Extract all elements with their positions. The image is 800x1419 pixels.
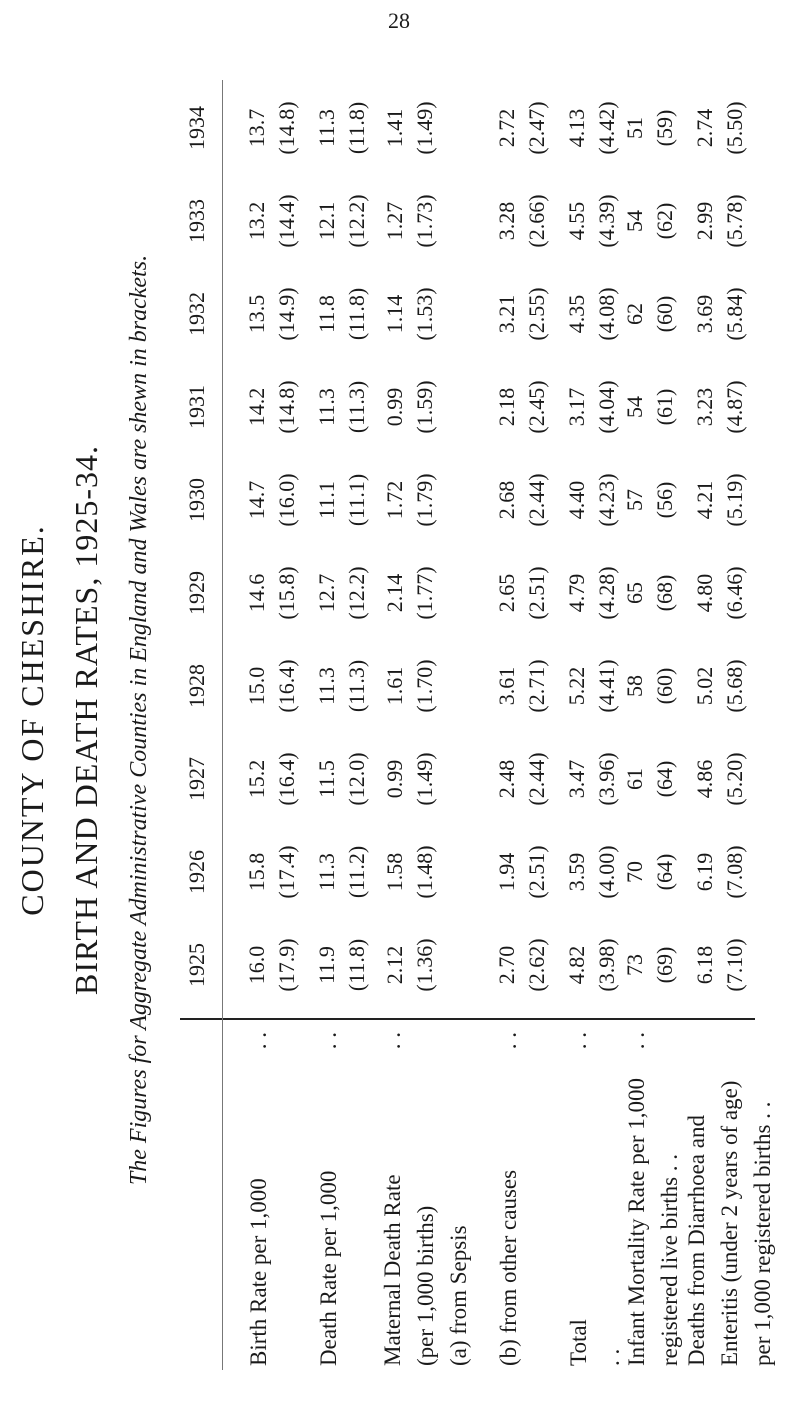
- table-cell: [562, 274, 622, 354]
- aggregate-value: (1.49): [412, 101, 437, 155]
- county-value: 3.17: [564, 387, 589, 427]
- county-value: 6.19: [692, 852, 717, 892]
- aggregate-value: (11.8): [344, 938, 369, 992]
- table-cell: [380, 460, 440, 540]
- table-cell: [380, 367, 440, 447]
- county-value: 1.58: [382, 852, 407, 892]
- row-label: [562, 1026, 628, 1366]
- aggregate-value: (14.9): [274, 287, 299, 341]
- aggregate-value: (4.04): [594, 380, 619, 434]
- aggregate-value: (1.48): [412, 845, 437, 899]
- table-cell: [690, 925, 750, 1005]
- table-cell: [620, 274, 680, 354]
- county-value: 1.14: [382, 294, 407, 334]
- leader-dots: . .: [566, 1032, 591, 1050]
- document-subtitle: BIRTH AND DEATH RATES, 1925-34.: [68, 445, 104, 995]
- aggregate-value: (3.96): [594, 752, 619, 806]
- header-rule: [222, 80, 223, 1370]
- aggregate-value: (64): [652, 853, 677, 891]
- row-label-line: Infant Mortality Rate per 1,000: [624, 1077, 649, 1366]
- county-value: 4.40: [564, 480, 589, 520]
- leader-dots: . .: [496, 1032, 521, 1050]
- aggregate-value: (2.44): [524, 473, 549, 527]
- row-label-line: (per 1,000 births): [413, 1205, 438, 1366]
- county-value: 1.72: [382, 480, 407, 520]
- table-cell: [690, 181, 750, 261]
- table-cell: [492, 925, 552, 1005]
- row-label-line: Enteritis (under 2 years of age): [717, 1080, 742, 1366]
- year-header-1934: 1934: [184, 106, 209, 150]
- county-value: 73: [622, 954, 647, 976]
- county-value: 58: [622, 675, 647, 697]
- aggregate-value: (12.0): [344, 752, 369, 806]
- county-value: 70: [622, 861, 647, 883]
- aggregate-value: (16.4): [274, 659, 299, 713]
- county-value: 11.1: [314, 481, 339, 519]
- aggregate-value: (1.53): [412, 287, 437, 341]
- aggregate-value: (1.36): [412, 938, 437, 992]
- county-value: 3.28: [494, 201, 519, 241]
- table-cell: [562, 460, 622, 540]
- table-cell: [620, 460, 680, 540]
- rates-table: [180, 80, 775, 1370]
- table-cell: [312, 925, 372, 1005]
- county-value: 3.59: [564, 852, 589, 892]
- aggregate-value: (4.41): [594, 659, 619, 713]
- table-cell: [242, 739, 302, 819]
- aggregate-value: (11.2): [344, 845, 369, 899]
- table-cell: [562, 739, 622, 819]
- county-value: 13.5: [244, 294, 269, 334]
- table-cell: [242, 460, 302, 540]
- county-value: 3.69: [692, 294, 717, 334]
- table-cell: [562, 367, 622, 447]
- county-value: 0.99: [382, 387, 407, 427]
- county-value: 14.6: [244, 573, 269, 613]
- table-cell: [620, 88, 680, 168]
- table-cell: [242, 646, 302, 726]
- aggregate-value: (1.59): [412, 380, 437, 434]
- table-cell: [562, 925, 622, 1005]
- aggregate-value: (1.79): [412, 473, 437, 527]
- row-label-line: Birth Rate per 1,000: [246, 1178, 271, 1366]
- table-cell: [312, 832, 372, 912]
- county-value: 62: [622, 303, 647, 325]
- aggregate-value: (6.46): [722, 566, 747, 620]
- aggregate-value: (2.62): [524, 938, 549, 992]
- row-label: [242, 1026, 275, 1366]
- aggregate-value: (5.19): [722, 473, 747, 527]
- county-value: 2.48: [494, 759, 519, 799]
- aggregate-value: (64): [652, 760, 677, 798]
- county-value: 11.8: [314, 295, 339, 333]
- table-cell: [492, 553, 552, 633]
- aggregate-value: (2.51): [524, 845, 549, 899]
- county-value: 4.35: [564, 294, 589, 334]
- county-value: 3.23: [692, 387, 717, 427]
- year-header-1930: 1930: [184, 478, 209, 522]
- county-value: 54: [622, 396, 647, 418]
- aggregate-value: (1.49): [412, 752, 437, 806]
- leader-dots: . .: [316, 1032, 341, 1050]
- year-header-1929: 1929: [184, 571, 209, 615]
- table-cell: [562, 646, 622, 726]
- aggregate-value: (4.39): [594, 194, 619, 248]
- table-cell: [620, 181, 680, 261]
- table-cell: [492, 88, 552, 168]
- county-value: 61: [622, 768, 647, 790]
- aggregate-value: (5.20): [722, 752, 747, 806]
- table-cell: [492, 367, 552, 447]
- county-value: 15.0: [244, 666, 269, 706]
- county-value: 2.14: [382, 573, 407, 613]
- aggregate-value: (7.10): [722, 938, 747, 992]
- table-cell: [562, 88, 622, 168]
- table-cell: [242, 274, 302, 354]
- table-cell: [312, 88, 372, 168]
- county-value: 11.3: [314, 388, 339, 426]
- row-label: [312, 1026, 345, 1366]
- county-value: 2.18: [494, 387, 519, 427]
- table-cell: [312, 367, 372, 447]
- row-label: [492, 1026, 525, 1366]
- row-label: [620, 1026, 686, 1366]
- row-label-line: Total: [566, 1319, 591, 1366]
- aggregate-value: (4.87): [722, 380, 747, 434]
- aggregate-value: (2.45): [524, 380, 549, 434]
- aggregate-value: (56): [652, 481, 677, 519]
- table-cell: [242, 925, 302, 1005]
- county-value: 1.41: [382, 108, 407, 148]
- table-cell: [242, 181, 302, 261]
- year-header-1927: 1927: [184, 757, 209, 801]
- county-value: 3.21: [494, 294, 519, 334]
- county-value: 11.9: [314, 946, 339, 984]
- table-cell: [380, 553, 440, 633]
- aggregate-value: (1.70): [412, 659, 437, 713]
- aggregate-value: (11.3): [344, 659, 369, 713]
- aggregate-value: (11.8): [344, 101, 369, 155]
- county-value: 2.99: [692, 201, 717, 241]
- aggregate-value: (4.42): [594, 101, 619, 155]
- row-label-line: registered live births . .: [657, 1153, 682, 1366]
- aggregate-value: (59): [652, 109, 677, 147]
- county-value: 4.21: [692, 480, 717, 520]
- aggregate-value: (60): [652, 667, 677, 705]
- aggregate-value: (5.78): [722, 194, 747, 248]
- county-value: 3.61: [494, 666, 519, 706]
- county-value: 11.5: [314, 760, 339, 798]
- aggregate-value: (11.8): [344, 287, 369, 341]
- aggregate-value: (16.4): [274, 752, 299, 806]
- table-cell: [312, 553, 372, 633]
- table-cell: [380, 832, 440, 912]
- table-cell: [380, 646, 440, 726]
- aggregate-value: (2.51): [524, 566, 549, 620]
- leader-dots: . .: [624, 1032, 649, 1050]
- aggregate-value: (14.8): [274, 380, 299, 434]
- county-value: 2.74: [692, 108, 717, 148]
- table-cell: [242, 88, 302, 168]
- aggregate-value: (14.4): [274, 194, 299, 248]
- aggregate-value: (5.50): [722, 101, 747, 155]
- aggregate-value: (4.08): [594, 287, 619, 341]
- county-value: 4.79: [564, 573, 589, 613]
- county-value: 4.86: [692, 759, 717, 799]
- row-label-line: Deaths from Diarrhoea and: [684, 1115, 709, 1366]
- table-cell: [562, 553, 622, 633]
- table-cell: [492, 274, 552, 354]
- aggregate-value: (68): [652, 574, 677, 612]
- table-cell: [690, 367, 750, 447]
- county-value: 4.55: [564, 201, 589, 241]
- row-label: [680, 1026, 779, 1366]
- aggregate-value: (61): [652, 388, 677, 426]
- table-cell: [620, 739, 680, 819]
- table-cell: [690, 832, 750, 912]
- county-value: 54: [622, 210, 647, 232]
- table-cell: [690, 553, 750, 633]
- table-cell: [562, 832, 622, 912]
- aggregate-value: (7.08): [722, 845, 747, 899]
- table-cell: [242, 832, 302, 912]
- aggregate-value: (15.8): [274, 566, 299, 620]
- aggregate-value: (3.98): [594, 938, 619, 992]
- aggregate-value: (11.1): [344, 473, 369, 527]
- table-cell: [492, 181, 552, 261]
- year-header-1926: 1926: [184, 850, 209, 894]
- table-cell: [312, 460, 372, 540]
- county-value: 14.2: [244, 387, 269, 427]
- table-cell: [690, 460, 750, 540]
- county-value: 1.94: [494, 852, 519, 892]
- county-value: 1.27: [382, 201, 407, 241]
- page-number: 28: [388, 8, 410, 33]
- aggregate-value: (14.8): [274, 101, 299, 155]
- aggregate-value: (2.71): [524, 659, 549, 713]
- county-value: 2.68: [494, 480, 519, 520]
- table-cell: [690, 646, 750, 726]
- year-header-1925: 1925: [184, 943, 209, 987]
- table-cell: [380, 739, 440, 819]
- county-value: 65: [622, 582, 647, 604]
- county-value: 11.3: [314, 853, 339, 891]
- aggregate-value: (2.55): [524, 287, 549, 341]
- leader-dots: . .: [380, 1032, 405, 1050]
- year-header-1933: 1933: [184, 199, 209, 243]
- table-cell: [620, 832, 680, 912]
- aggregate-value: (62): [652, 202, 677, 240]
- table-cell: [620, 553, 680, 633]
- county-value: 13.7: [244, 108, 269, 148]
- county-value: 57: [622, 489, 647, 511]
- row-label-line: per 1,000 registered births . .: [750, 1101, 775, 1366]
- county-value: 5.22: [564, 666, 589, 706]
- table-cell: [380, 925, 440, 1005]
- row-label-line: (b) from other causes: [496, 1169, 521, 1366]
- table-cell: [492, 646, 552, 726]
- row-label-line: (a) from Sepsis: [446, 1225, 471, 1366]
- aggregate-value: (2.66): [524, 194, 549, 248]
- aggregate-value: (5.84): [722, 287, 747, 341]
- table-cell: [620, 367, 680, 447]
- row-label: [376, 1026, 475, 1366]
- county-value: 4.13: [564, 108, 589, 148]
- county-value: 15.2: [244, 759, 269, 799]
- aggregate-value: (2.44): [524, 752, 549, 806]
- table-cell: [380, 181, 440, 261]
- county-value: 1.61: [382, 666, 407, 706]
- row-label-line: Death Rate per 1,000: [316, 1170, 341, 1366]
- document-title: COUNTY OF CHESHIRE.: [14, 524, 50, 916]
- leader-dots: . .: [246, 1032, 271, 1050]
- county-value: 2.65: [494, 573, 519, 613]
- county-value: 16.0: [244, 945, 269, 985]
- table-cell: [690, 739, 750, 819]
- county-value: 12.1: [314, 201, 339, 241]
- aggregate-value: (11.3): [344, 380, 369, 434]
- aggregate-value: (1.73): [412, 194, 437, 248]
- table-cell: [690, 88, 750, 168]
- county-value: 11.3: [314, 109, 339, 147]
- year-header-1931: 1931: [184, 385, 209, 429]
- aggregate-value: (12.2): [344, 566, 369, 620]
- aggregate-value: (4.23): [594, 473, 619, 527]
- table-cell: [312, 739, 372, 819]
- county-value: 4.82: [564, 945, 589, 985]
- county-value: 2.70: [494, 945, 519, 985]
- table-cell: [562, 181, 622, 261]
- county-value: 13.2: [244, 201, 269, 241]
- county-value: 2.72: [494, 108, 519, 148]
- county-value: 15.8: [244, 852, 269, 892]
- aggregate-value: (69): [652, 946, 677, 984]
- aggregate-value: (4.28): [594, 566, 619, 620]
- row-label-line: . .: [599, 1348, 624, 1366]
- county-value: 0.99: [382, 759, 407, 799]
- table-cell: [312, 274, 372, 354]
- table-cell: [492, 832, 552, 912]
- table-cell: [242, 367, 302, 447]
- table-cell: [380, 274, 440, 354]
- aggregate-value: (17.4): [274, 845, 299, 899]
- county-value: 11.3: [314, 667, 339, 705]
- aggregate-value: (4.00): [594, 845, 619, 899]
- label-column-divider: [180, 1018, 755, 1020]
- county-value: 12.7: [314, 573, 339, 613]
- county-value: 6.18: [692, 945, 717, 985]
- table-cell: [492, 739, 552, 819]
- county-value: 5.02: [692, 666, 717, 706]
- aggregate-value: (60): [652, 295, 677, 333]
- table-cell: [312, 646, 372, 726]
- table-cell: [620, 925, 680, 1005]
- county-value: 51: [622, 117, 647, 139]
- table-cell: [380, 88, 440, 168]
- county-value: 2.12: [382, 945, 407, 985]
- year-header-1928: 1928: [184, 664, 209, 708]
- table-cell: [242, 553, 302, 633]
- row-label-line: Maternal Death Rate: [380, 1174, 405, 1366]
- year-header-1932: 1932: [184, 292, 209, 336]
- table-cell: [690, 274, 750, 354]
- aggregate-value: (2.47): [524, 101, 549, 155]
- table-cell: [312, 181, 372, 261]
- county-value: 14.7: [244, 480, 269, 520]
- aggregate-value: (5.68): [722, 659, 747, 713]
- bracket-note: The Figures for Aggregate Administrative Counties in England and Wales are shewn in brackets.: [126, 254, 152, 1186]
- table-cell: [620, 646, 680, 726]
- aggregate-value: (1.77): [412, 566, 437, 620]
- table-cell: [492, 460, 552, 540]
- aggregate-value: (12.2): [344, 194, 369, 248]
- county-value: 3.47: [564, 759, 589, 799]
- aggregate-value: (17.9): [274, 938, 299, 992]
- aggregate-value: (16.0): [274, 473, 299, 527]
- rotated-sheet: [0, 30, 800, 1410]
- county-value: 4.80: [692, 573, 717, 613]
